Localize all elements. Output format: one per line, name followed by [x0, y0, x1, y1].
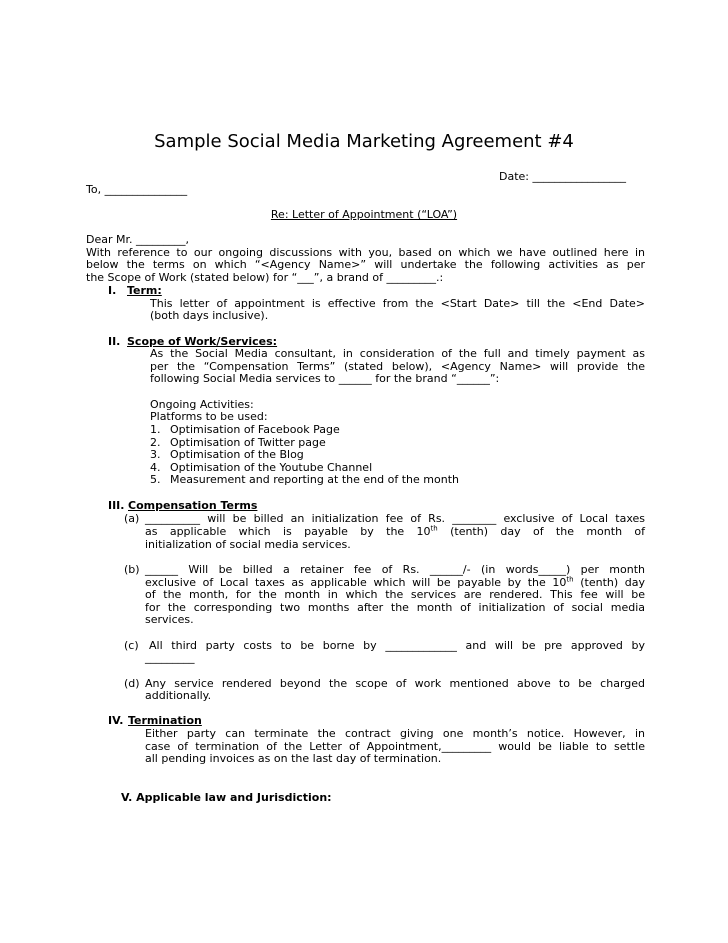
to-line: To, _______________ [86, 183, 188, 196]
termination-line-2: case of termination of the Letter of Appointment,_________ would be liable to settle [145, 740, 645, 753]
list-item [150, 474, 459, 487]
platform-list [150, 424, 459, 487]
clause-b-line-3: of the month, for the month in which the services are rendered. This fee will be [145, 588, 645, 601]
section-term-heading: Term: [127, 284, 162, 297]
termination-line-3: all pending invoices as on the last day of termination. [145, 752, 442, 765]
intro-line-1: With reference to our ongoing discussions with you, based on which we have outlined here in [86, 246, 645, 259]
clause-b-line-2-part-1: exclusive of Local taxes as applicable which will be payable by the 10 [145, 576, 567, 589]
clause-c-label: (c) [124, 639, 139, 652]
clause-b-line-2-part-2: (tenth) day [573, 576, 645, 589]
clause-b-line-1: ______ Will be billed a retainer fee of Rs. ______/- (in words_____) per month [145, 563, 645, 576]
clause-c-line-1: All third party costs to be borne by _____________ and will be pre approved by [149, 639, 645, 652]
page-title: Sample Social Media Marketing Agreement #4 [154, 131, 574, 152]
scope-line-1: As the Social Media consultant, in consideration of the full and timely payment as [150, 347, 645, 360]
term-line-2: (both days inclusive). [150, 309, 269, 322]
section-termination-numeral: IV. [108, 714, 124, 727]
list-item-text: Optimisation of Twitter page [170, 435, 326, 449]
clause-a-line-2-part-2: (tenth) day of the month of [437, 525, 645, 538]
clause-b-label: (b) [124, 563, 140, 576]
intro-line-2: below the terms on which “<Agency Name>” will undertake the following activities as per [86, 258, 645, 271]
intro-line-3: the Scope of Work (stated below) for “___”, a brand of _________.: [86, 271, 444, 284]
clause-a-line-1: __________ will be billed an initialization fee of Rs. ________ exclusive of Local taxes [145, 512, 645, 525]
section-compensation-numeral: III. [108, 499, 125, 512]
list-item-number: 2. [150, 435, 161, 449]
section-compensation-heading: Compensation Terms [128, 499, 258, 512]
clause-b-line-5: services. [145, 613, 194, 626]
clause-c-line-2: _________ [145, 651, 195, 664]
list-item-text: Optimisation of the Youtube Channel [170, 460, 373, 474]
section-law-heading: V. Applicable law and Jurisdiction: [121, 791, 332, 804]
list-item-number: 3. [150, 448, 161, 462]
list-item [150, 449, 459, 462]
termination-line-1: Either party can terminate the contract giving one month’s notice. However, in [145, 727, 645, 740]
date-line: Date: _________________ [499, 170, 626, 183]
platforms-label: Platforms to be used: [150, 410, 268, 423]
clause-a-line-2-part-1: as applicable which is payable by the 10 [145, 525, 431, 538]
clause-a-label: (a) [124, 512, 140, 525]
list-item-number: 5. [150, 473, 161, 487]
list-item-number: 4. [150, 460, 161, 474]
list-item [150, 424, 459, 437]
salutation: Dear Mr. _________, [86, 233, 189, 246]
section-scope-heading: Scope of Work/Services: [127, 335, 278, 348]
scope-line-2: per the “Compensation Terms” (stated below), <Agency Name> will provide the [150, 360, 645, 373]
section-term-numeral: I. [108, 284, 117, 297]
clause-d-line-2: additionally. [145, 689, 212, 702]
clause-b-line-4: for the corresponding two months after the month of initialization of social media [145, 601, 645, 614]
ongoing-activities-label: Ongoing Activities: [150, 398, 254, 411]
clause-d-line-1: Any service rendered beyond the scope of work mentioned above to be charged [145, 677, 645, 690]
section-scope-numeral: II. [108, 335, 121, 348]
clause-d-label: (d) [124, 677, 140, 690]
list-item-number: 1. [150, 423, 161, 436]
term-line-1: This letter of appointment is effective from the <Start Date> till the <End Date> [150, 297, 645, 310]
list-item-text: Measurement and reporting at the end of the month [170, 473, 459, 487]
clause-b-superscript: th [566, 575, 574, 584]
list-item-text: Optimisation of the Blog [170, 448, 304, 462]
clause-a-line-3: initialization of social media services. [145, 538, 351, 551]
subject-line: Re: Letter of Appointment (“LOA”) [270, 208, 458, 221]
clause-a-line-2 [145, 526, 645, 539]
scope-line-3: following Social Media services to ______ for the brand “______”: [150, 372, 500, 385]
clause-a-superscript: th [430, 524, 438, 533]
list-item-text: Optimisation of Facebook Page [170, 423, 340, 436]
section-termination-heading: Termination [128, 714, 202, 727]
